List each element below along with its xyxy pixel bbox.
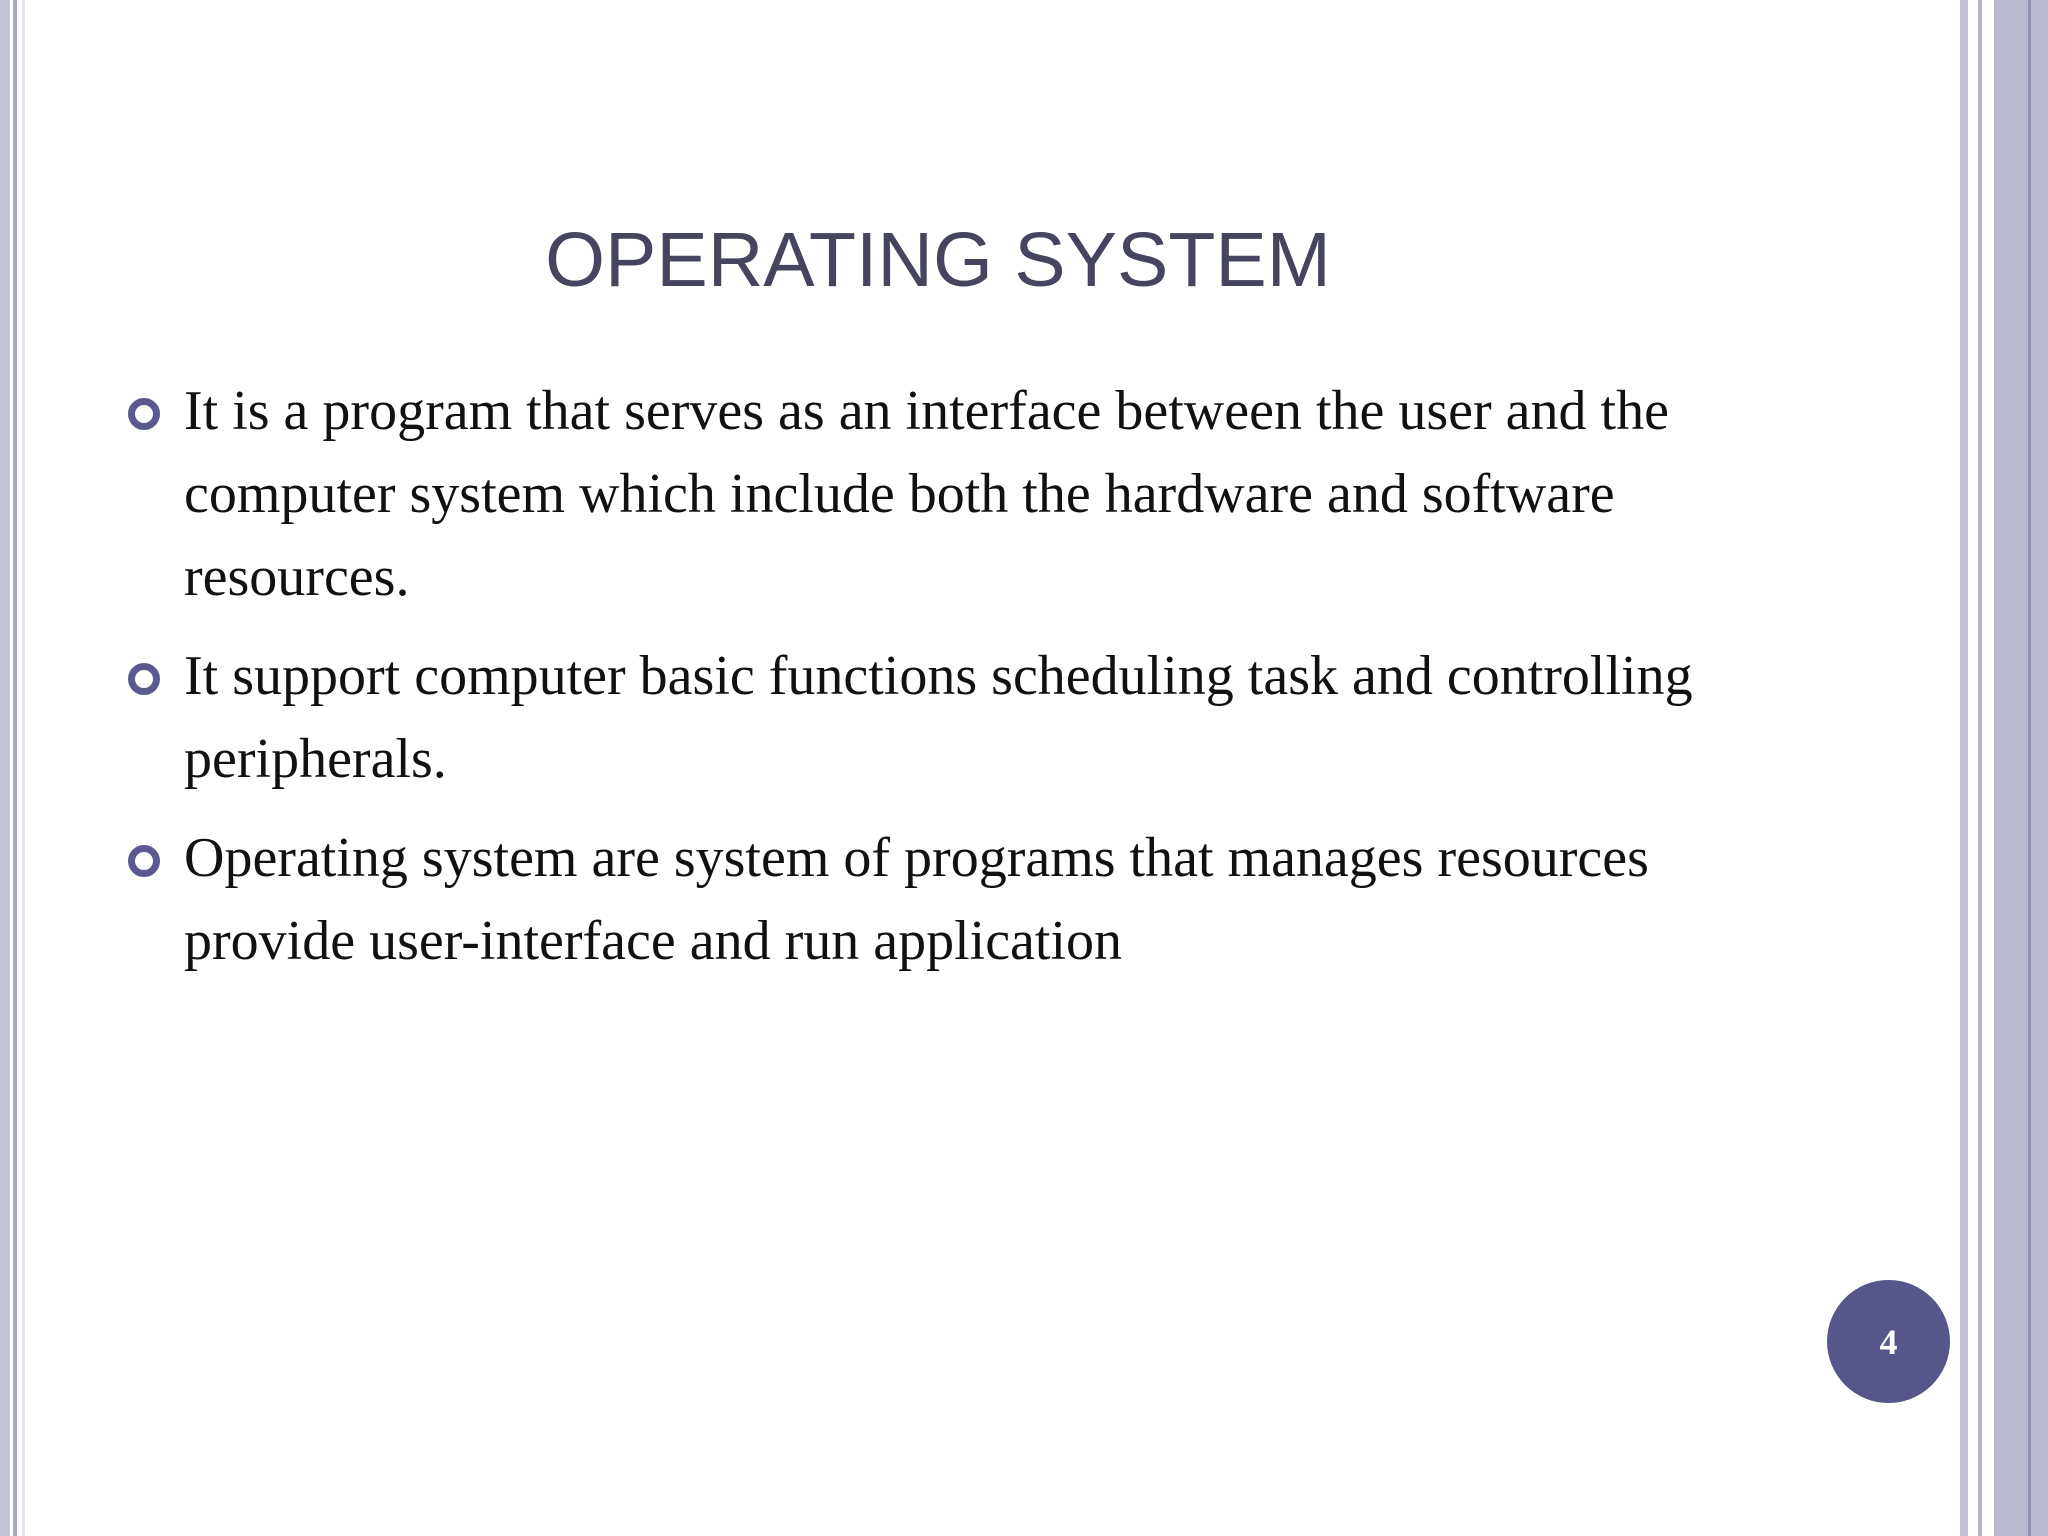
hollow-circle-icon: [128, 663, 160, 695]
left-border-stripe: [22, 0, 25, 1536]
left-border-stripe: [13, 0, 17, 1536]
page-number: 4: [1879, 1321, 1898, 1362]
hollow-circle-icon: [128, 845, 160, 877]
page-number-badge: [1827, 1280, 1950, 1403]
bullet-list: [128, 370, 1768, 999]
left-border-stripe: [0, 0, 10, 1536]
bullet-text: Operating system are system of programs that manages resources provide user-interface and run application: [184, 827, 1649, 972]
right-border-stripe: [1960, 0, 1968, 1536]
bullet-item: [128, 370, 1768, 619]
right-border-gap: [1982, 0, 1994, 1536]
hollow-circle-icon: [128, 398, 160, 430]
right-border-band: [1994, 0, 2048, 1536]
bullet-item: [128, 635, 1768, 801]
bullet-text: It support computer basic functions scheduling task and controlling peripherals.: [184, 645, 1693, 790]
bullet-text: It is a program that serves as an interface between the user and the computer system which include both the hardware and software resources.: [184, 380, 1669, 608]
right-border-gap: [1968, 0, 1978, 1536]
right-border-line: [2028, 0, 2031, 1536]
slide-title: OPERATING SYSTEM: [545, 217, 1331, 303]
bullet-item: [128, 817, 1768, 983]
